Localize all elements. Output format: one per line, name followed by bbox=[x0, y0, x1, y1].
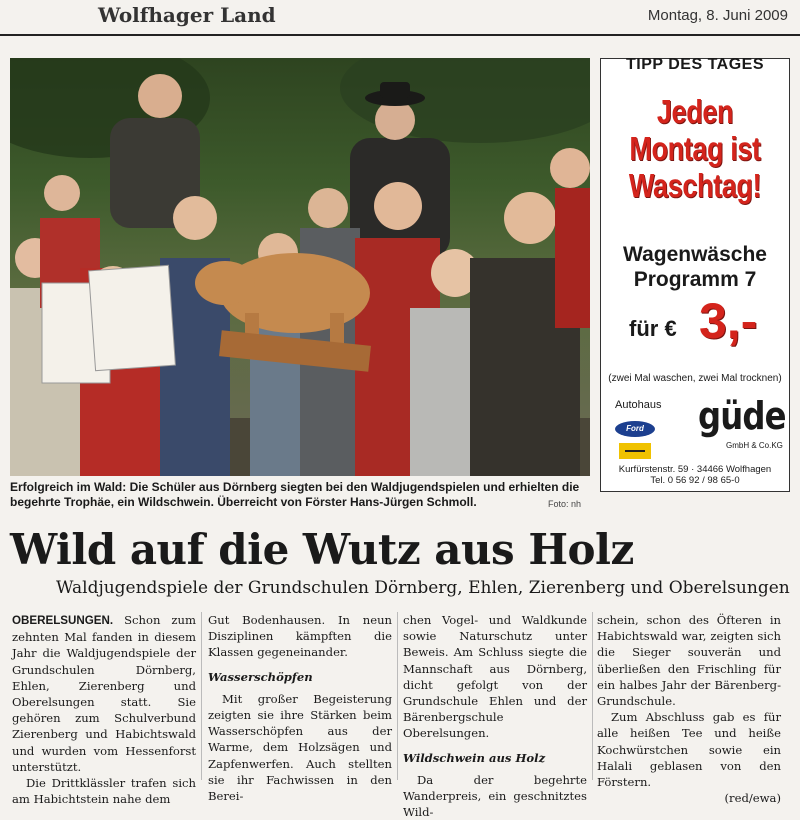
photo-caption: Erfolgreich im Wald: Die Schüler aus Dörnberg siegten bei den Waldjugendspielen und erhielten die begehrte Trophäe, ein Wildschwein. Überreicht von Förster Hans-Jürgen Schmoll. bbox=[10, 480, 580, 509]
paragraph: Da der begehrte Wanderpreis, ein geschnitztes Wild- bbox=[403, 772, 587, 820]
ad-program-line: Wagenwäsche bbox=[623, 243, 767, 266]
article-column-4 bbox=[597, 612, 781, 806]
article-column-1 bbox=[12, 612, 196, 807]
ford-logo-icon: Ford bbox=[615, 421, 655, 437]
paragraph: chen Vogel- und Waldkunde sowie Naturschutz unter Beweis. Am Schluss siegte die Mannschaft aus Dörnberg, dicht gefolgt von der Grundschule Ehlen und der Bärenbergschule Oberelsungen. bbox=[403, 613, 587, 741]
photo-credit: Foto: nh bbox=[548, 499, 582, 509]
dateline: OBERELSUNGEN. bbox=[12, 614, 114, 627]
paragraph: schein, schon des Öfteren in Habichtswald war, zeigten sich die Sieger souverän und überließen den Frischling für ein halbes Jahr der Bärenberg-Grundschule. bbox=[597, 613, 781, 709]
group-photo bbox=[10, 58, 590, 476]
ad-dealer-label: Autohaus bbox=[615, 399, 662, 411]
section-title: Wolfhager Land bbox=[98, 3, 276, 27]
intertitle: Wasserschöpfen bbox=[208, 669, 313, 684]
dealer-company-type: GmbH & Co.KG bbox=[726, 441, 783, 450]
intertitle: Wildschwein aus Holz bbox=[403, 750, 546, 765]
ad-price-row bbox=[601, 293, 789, 356]
byline: (red/ewa) bbox=[724, 791, 781, 806]
ad-note: (zwei Mal waschen, zwei Mal trocknen) bbox=[608, 373, 782, 384]
ad-headline-line: Jeden bbox=[656, 93, 734, 130]
photo-illustration bbox=[10, 58, 590, 476]
article-subhead: Waldjugendspiele der Grundschulen Dörnberg, Ehlen, Zierenberg und Oberelsungen bbox=[56, 578, 790, 598]
paragraph: Gut Bodenhausen. In neun Disziplinen kämpften die Klassen gegeneinander. bbox=[208, 613, 392, 660]
ad-price: 3,- bbox=[699, 293, 758, 349]
ad-headline bbox=[618, 93, 772, 204]
dealer-street: Kurfürstenstr. 59 · 34466 Wolfhagen bbox=[618, 464, 772, 475]
car-wash-ad bbox=[600, 58, 790, 492]
paragraph: Die Drittklässler trafen sich am Habichtstein nahe dem bbox=[12, 776, 196, 807]
column-divider bbox=[592, 612, 593, 780]
dealer-logo: güde bbox=[698, 394, 786, 438]
issue-date: Montag, 8. Juni 2009 bbox=[647, 7, 788, 24]
column-divider bbox=[397, 612, 398, 780]
paragraph: Zum Abschluss gab es für alle heißen Tee und heiße Kochwürstchen sowie ein Halali geblasen von den Förstern. bbox=[597, 710, 781, 790]
paragraph: Mit großer Begeisterung zeigten sie ihre Stärken beim Wasserschöpfen aus der Warme, dem Holzsägen und Zapfenwerfen. Auch stellten sie ihr Fachwissen in den Berei- bbox=[208, 691, 392, 804]
adult-figures bbox=[110, 74, 450, 258]
ad-tag: TIPP DES TAGES bbox=[626, 56, 764, 73]
article-headline: Wild auf die Wutz aus Holz bbox=[10, 525, 634, 574]
certificates bbox=[42, 265, 175, 383]
ad-for-label: für € bbox=[629, 316, 677, 341]
dealer-phone: Tel. 0 56 92 / 98 65-0 bbox=[650, 475, 740, 486]
article-column-2 bbox=[208, 612, 392, 804]
column-divider bbox=[201, 612, 202, 780]
ad-program bbox=[601, 242, 789, 292]
ad-program-line: Programm 7 bbox=[633, 268, 757, 291]
paragraph: Schon zum zehnten Mal fanden in diesem Jahr die Waldjugendspiele der Grundschulen Dörnberg, Ehlen, Zierenberg und Oberelsungen statt. Sie gehören zum Schulverbund Zierenberg und Habichtswald und wurden vom Hessenforst unterstützt. bbox=[12, 613, 196, 774]
ad-headline-line: Montag ist bbox=[629, 130, 761, 167]
page-header bbox=[0, 0, 800, 36]
ad-headline-line: Waschtag! bbox=[628, 167, 762, 204]
dealer-address bbox=[601, 464, 789, 486]
article-column-3 bbox=[403, 612, 587, 820]
opel-logo-icon bbox=[619, 443, 651, 459]
